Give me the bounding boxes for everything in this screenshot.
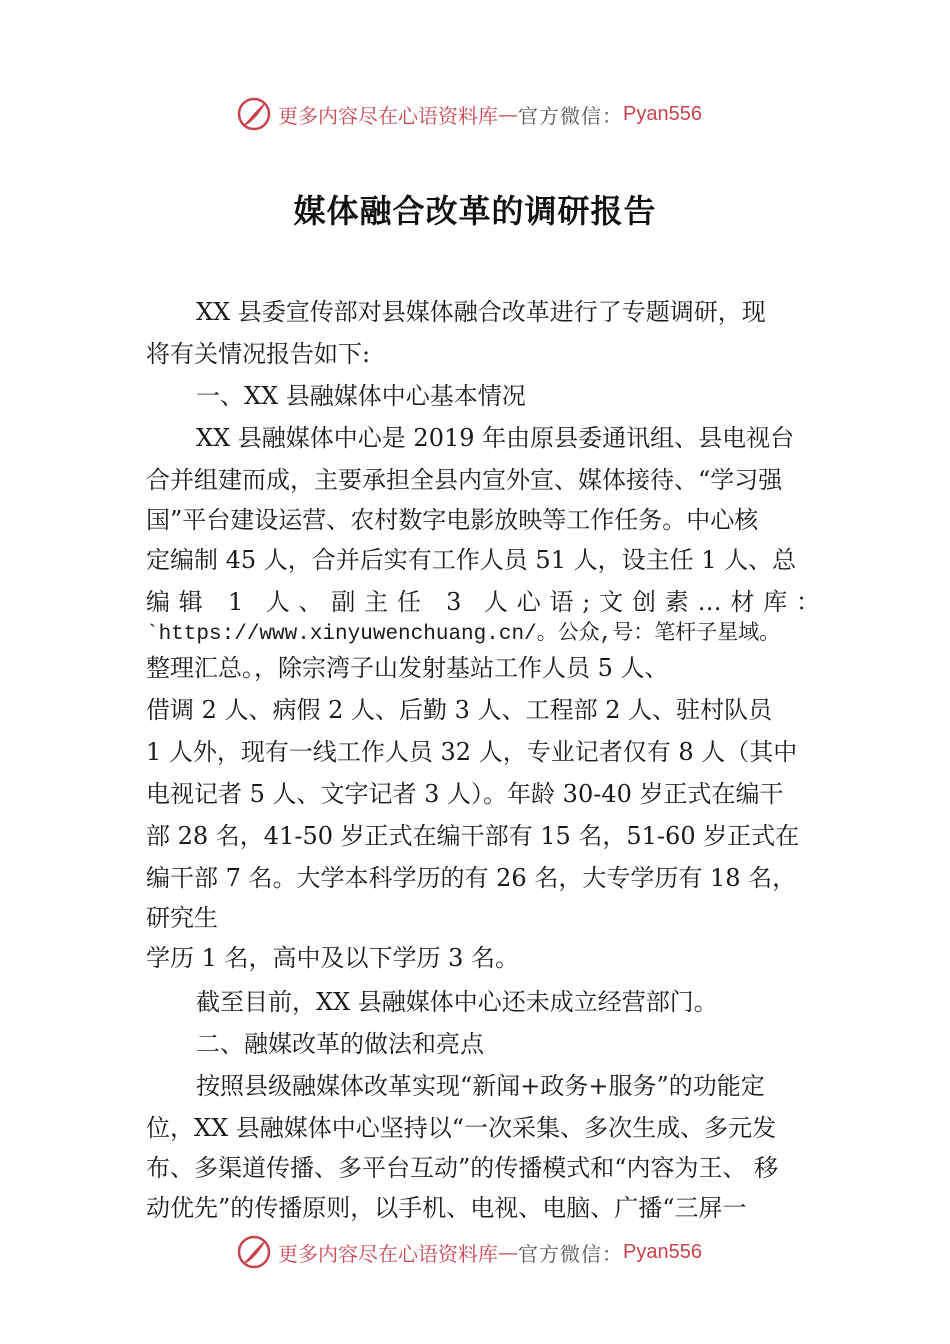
banner-wechat-label: 官方微信： — [518, 103, 623, 128]
document-title: 媒体融合改革的调研报告 — [293, 192, 657, 230]
section-heading: 一、XX 县融媒体中心基本情况 — [196, 382, 526, 410]
body-line: 1 人外，现有一线工作人员 32 人，专业记者仅有 8 人（其中 — [146, 738, 798, 766]
body-line: 布、多渠道传播、多平台互动”的传播模式和“内容为王、 移 — [146, 1154, 779, 1182]
body-line: 研究生 — [146, 904, 218, 932]
banner-dash: — — [498, 102, 518, 126]
body-line: 将有关情况报告如下: — [146, 340, 371, 368]
body-line: 部 28 名，41-50 岁正式在编干部有 15 名，51-60 岁正式在 — [146, 822, 800, 850]
banner-text: 更多内容尽在心语资料库 — [278, 1241, 498, 1266]
body-line: 编辑 1 人、副主任 3 人心语;文创素…材库： — [146, 588, 826, 616]
banner-wechat-label: 官方微信： — [518, 1241, 623, 1266]
quill-pen-logo-icon — [236, 1234, 272, 1270]
banner-wechat-id: Pyan556 — [623, 102, 702, 125]
body-line: 合并组建而成，主要承担全县内宣外宣、媒体接待、“学习强 — [146, 466, 783, 494]
body-line: 动优先”的传播原则，以手机、电视、电脑、广播“三屏一 — [146, 1194, 747, 1222]
body-line: 按照县级融媒体改革实现“新闻+政务+服务”的功能定 — [196, 1072, 765, 1100]
quill-pen-logo-icon — [236, 96, 272, 132]
body-line: 国”平台建设运营、农村数字电影放映等工作任务。中心核 — [146, 506, 759, 534]
body-line: `https://www.xinyuwenchuang.cn/。公众,号：笔杆子星域。 — [146, 623, 781, 646]
body-line: 整理汇总。，除宗湾子山发射基站工作人员 5 人、 — [146, 654, 669, 682]
banner-dash: — — [498, 1240, 518, 1264]
section-heading: 二、融媒改革的做法和亮点 — [196, 1030, 484, 1058]
banner-wechat-id: Pyan556 — [623, 1240, 702, 1263]
body-line: 截至目前，XX 县融媒体中心还未成立经营部门。 — [196, 988, 718, 1016]
body-line: 位，XX 县融媒体中心坚持以“一次采集、多次生成、多元发 — [146, 1114, 777, 1142]
banner-text: 更多内容尽在心语资料库 — [278, 103, 498, 128]
header-banner — [236, 94, 736, 134]
body-line: XX 县委宣传部对县媒体融合改革进行了专题调研，现 — [196, 298, 766, 326]
body-line: 编干部 7 名。大学本科学历的有 26 名，大专学历有 18 名， — [146, 864, 797, 892]
footer-banner — [236, 1232, 736, 1272]
body-line: 借调 2 人、病假 2 人、后勤 3 人、工程部 2 人、驻村队员 — [146, 696, 773, 724]
body-line: 定编制 45 人，合并后实有工作人员 51 人，设主任 1 人、总 — [146, 546, 797, 574]
body-line: 学历 1 名，高中及以下学历 3 名。 — [146, 944, 520, 972]
body-line: 电视记者 5 人、文字记者 3 人）。年龄 30-40 岁正式在编干 — [146, 780, 784, 808]
body-line: XX 县融媒体中心是 2019 年由原县委通讯组、县电视台 — [196, 424, 795, 452]
